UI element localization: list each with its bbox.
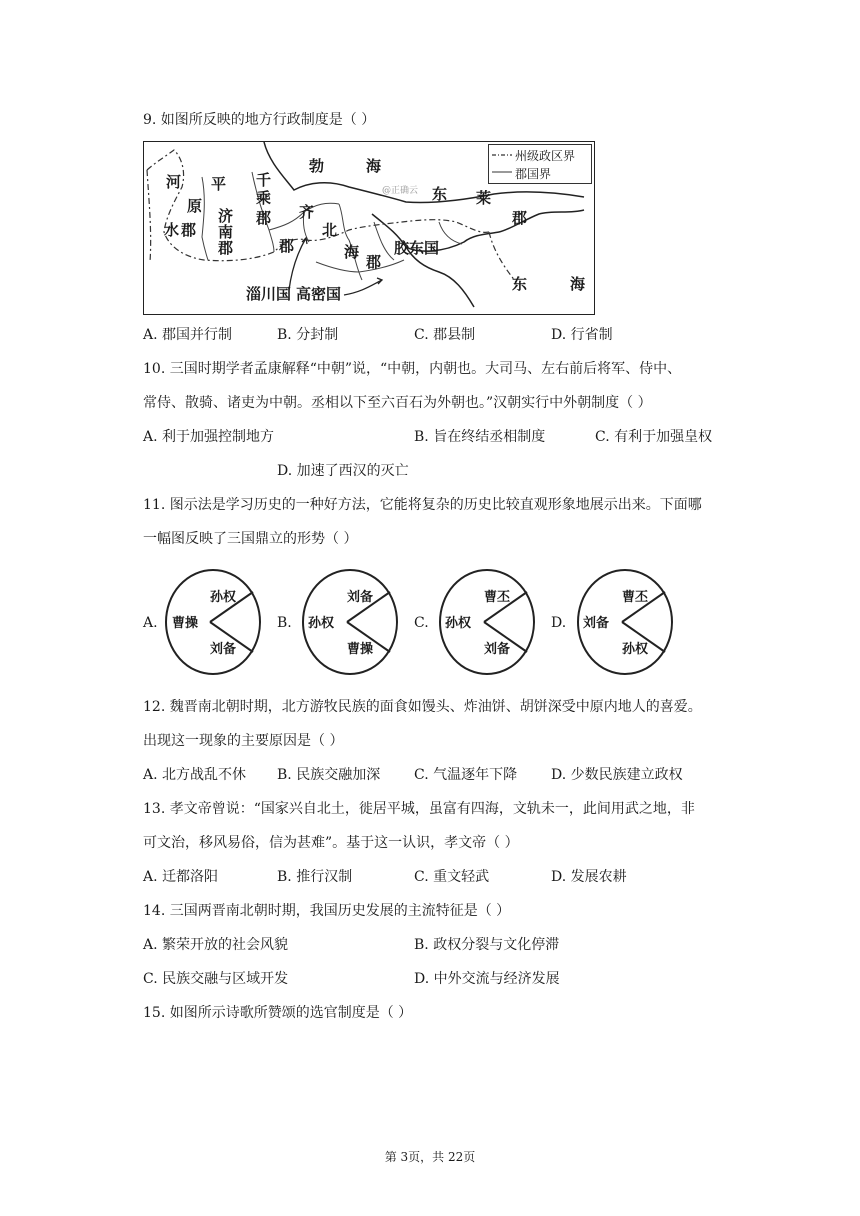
q9-option-a[interactable]: A. 郡国并行制 bbox=[143, 327, 233, 343]
map-watermark: @正确云 bbox=[382, 186, 419, 196]
map-label: 东 bbox=[432, 185, 448, 203]
map-label: 河 bbox=[166, 173, 182, 191]
map-label: 乘 bbox=[256, 189, 272, 207]
map-label: 勃 bbox=[309, 157, 325, 175]
q11-stem-line2: 一幅图反映了三国鼎立的形势（ ） bbox=[143, 531, 358, 547]
pie-label-left: 刘备 bbox=[583, 616, 610, 631]
q9-option-c[interactable]: C. 郡县制 bbox=[414, 327, 476, 343]
q9-map bbox=[143, 141, 595, 315]
pie-label-left: 孙权 bbox=[308, 616, 335, 631]
q13-stem-line2: 可文治，移风易俗，信为甚难”。基于这一认识，孝文帝（ ） bbox=[143, 835, 519, 851]
q12-option-c[interactable]: C. 气温逐年下降 bbox=[414, 767, 518, 783]
q12-option-b[interactable]: B. 民族交融加深 bbox=[277, 767, 381, 783]
q9-stem: 9. 如图所反映的地方行政制度是（ ） bbox=[143, 112, 376, 128]
q14-stem: 14. 三国两晋南北朝时期，我国历史发展的主流特征是（ ） bbox=[143, 903, 511, 919]
map-label: 海 bbox=[570, 275, 586, 293]
q10-option-c[interactable]: C. 有利于加强皇权 bbox=[595, 429, 713, 445]
q11-option-c-pie[interactable] bbox=[437, 566, 529, 676]
q9-option-d[interactable]: D. 行省制 bbox=[551, 327, 613, 343]
q13-stem-line1: 13. 孝文帝曾说：“国家兴自北土，徙居平城，虽富有四海，文轨未一，此间用武之地，非 bbox=[143, 801, 695, 817]
map-label: 海 bbox=[366, 157, 382, 175]
q11-option-b-letter[interactable]: B. bbox=[277, 615, 292, 631]
map-label: 郡 bbox=[181, 221, 197, 239]
q13-option-d[interactable]: D. 发展农耕 bbox=[551, 869, 627, 885]
q12-option-d[interactable]: D. 少数民族建立政权 bbox=[551, 767, 683, 783]
map-label: 高密国 bbox=[296, 285, 342, 303]
page-number: 第 3页，共 22页 bbox=[384, 1150, 476, 1164]
q11-option-a-letter[interactable]: A. bbox=[143, 615, 158, 631]
q10-stem-line1: 10. 三国时期学者孟康解释“中朝”说，“中朝，内朝也。大司马、左右前后将军、侍中、 bbox=[143, 361, 682, 377]
pie-label-bottom: 刘备 bbox=[210, 642, 237, 657]
q11-stem-line1: 11. 图示法是学习历史的一种好方法，它能将复杂的历史比较直观形象地展示出来。下面哪 bbox=[143, 497, 702, 513]
legend-commandery-boundary: 郡国界 bbox=[515, 167, 552, 181]
map-label: 胶东国 bbox=[394, 239, 440, 257]
q12-option-a[interactable]: A. 北方战乱不休 bbox=[143, 767, 247, 783]
q10-option-d[interactable]: D. 加速了西汉的灭亡 bbox=[277, 463, 409, 479]
q9-option-b[interactable]: B. 分封制 bbox=[277, 327, 339, 343]
pie-label-bottom: 曹操 bbox=[347, 642, 374, 657]
pie-label-left: 曹操 bbox=[172, 616, 199, 631]
map-label: 海 bbox=[344, 243, 360, 261]
map-label: 莱 bbox=[476, 189, 492, 207]
map-label: 千 bbox=[256, 171, 272, 189]
q11-option-b-pie[interactable] bbox=[300, 566, 392, 676]
q11-option-d-letter[interactable]: D. bbox=[551, 615, 567, 631]
pie-label-top: 曹丕 bbox=[484, 590, 511, 605]
pie-label-left: 孙权 bbox=[445, 616, 472, 631]
map-label: 郡 bbox=[256, 209, 272, 227]
legend-state-boundary: 州级政区界 bbox=[515, 149, 576, 163]
q14-option-d[interactable]: D. 中外交流与经济发展 bbox=[414, 971, 560, 987]
map-label: 郡 bbox=[218, 239, 234, 257]
pie-label-top: 刘备 bbox=[347, 590, 374, 605]
map-label: 东 bbox=[512, 275, 528, 293]
map-label: 南 bbox=[218, 223, 234, 241]
q14-option-c[interactable]: C. 民族交融与区域开发 bbox=[143, 971, 289, 987]
q11-option-d-pie[interactable] bbox=[575, 566, 667, 676]
map-label: 郡 bbox=[279, 237, 295, 255]
map-label: 水 bbox=[164, 221, 180, 239]
q14-option-a[interactable]: A. 繁荣开放的社会风貌 bbox=[143, 937, 289, 953]
q11-option-a-pie[interactable] bbox=[163, 566, 255, 676]
pie-label-top: 孙权 bbox=[210, 590, 237, 605]
q13-option-c[interactable]: C. 重文轻武 bbox=[414, 869, 490, 885]
q12-stem-line2: 出现这一现象的主要原因是（ ） bbox=[143, 733, 344, 749]
map-label: 济 bbox=[218, 207, 234, 225]
pie-label-bottom: 孙权 bbox=[622, 642, 649, 657]
q10-stem-line2: 常侍、散骑、诸吏为中朝。丞相以下至六百石为外朝也。”汉朝实行中外朝制度（ ） bbox=[143, 395, 652, 411]
q12-stem-line1: 12. 魏晋南北朝时期，北方游牧民族的面食如馒头、炸油饼、胡饼深受中原内地人的喜爱。 bbox=[143, 699, 702, 715]
map-label: 北 bbox=[322, 221, 338, 239]
map-label: 淄川国 bbox=[246, 285, 292, 303]
q11-option-c-letter[interactable]: C. bbox=[414, 615, 429, 631]
q10-option-b[interactable]: B. 旨在终结丞相制度 bbox=[414, 429, 546, 445]
map-label: 平 bbox=[211, 175, 227, 193]
map-label: 郡 bbox=[366, 253, 382, 271]
pie-label-bottom: 刘备 bbox=[484, 642, 511, 657]
pie-label-top: 曹丕 bbox=[622, 590, 649, 605]
q10-option-a[interactable]: A. 利于加强控制地方 bbox=[143, 429, 275, 445]
q13-option-b[interactable]: B. 推行汉制 bbox=[277, 869, 353, 885]
map-label: 郡 bbox=[512, 209, 528, 227]
q14-option-b[interactable]: B. 政权分裂与文化停滞 bbox=[414, 937, 560, 953]
q15-stem: 15. 如图所示诗歌所赞颂的选官制度是（ ） bbox=[143, 1005, 413, 1021]
map-legend bbox=[488, 144, 592, 184]
q13-option-a[interactable]: A. 迁都洛阳 bbox=[143, 869, 219, 885]
map-label: 原 bbox=[187, 197, 203, 215]
map-label: 齐 bbox=[299, 203, 315, 221]
